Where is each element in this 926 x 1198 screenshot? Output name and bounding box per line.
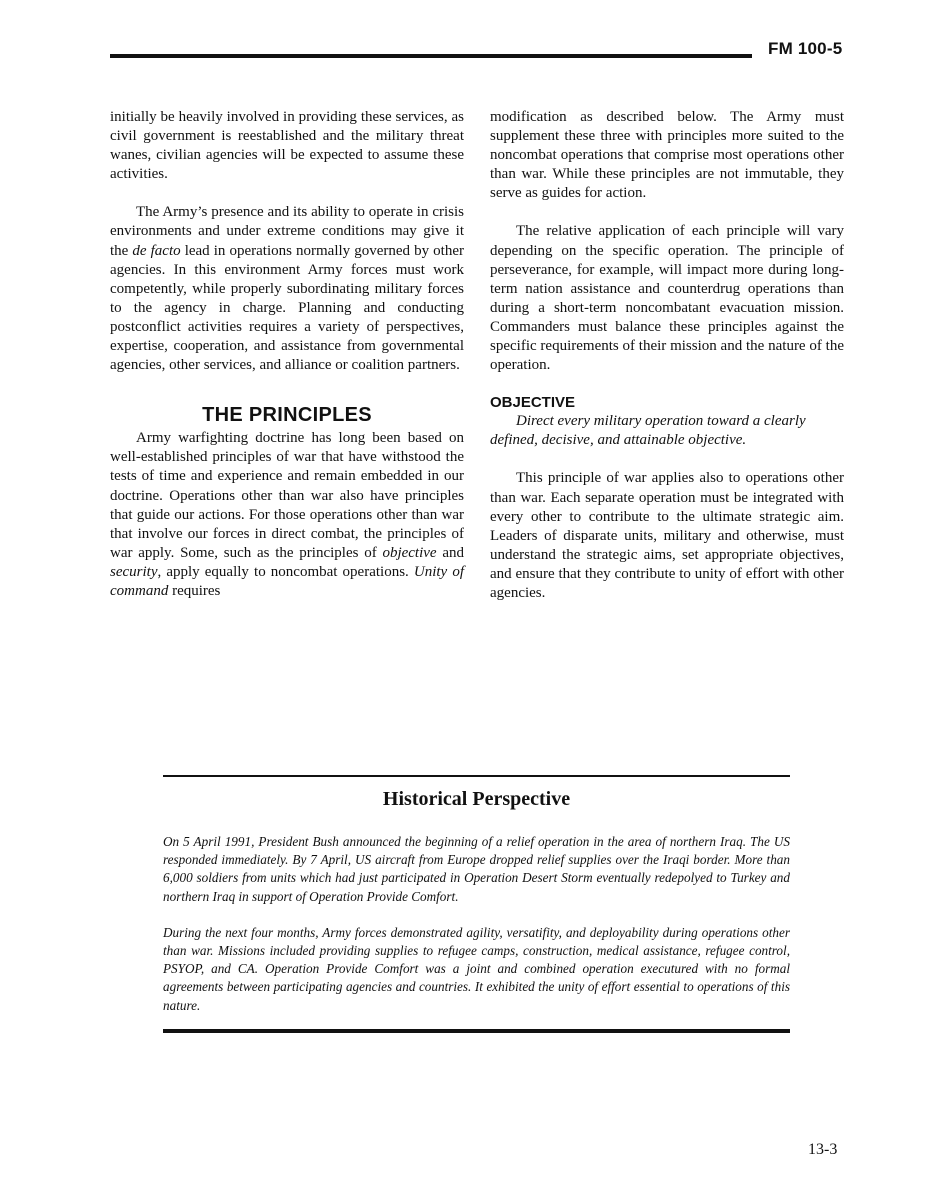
left-column <box>110 108 464 601</box>
paragraph: The relative application of each principle will vary depending on the specific operation. The principle of perseverance, for example, will impact more during long-term nation assistance and counterdrug operations than during a short-term noncombatant evacuation mission. Commanders must balance these principles against the specific requirements of their mission and the nature of the operation. <box>490 223 844 374</box>
paragraph: modification as described below. The Army must supplement these three with principles more suited to the noncombat operations that comprise most operations other than war. While these principles are not immutable, they serve as guides for action. <box>490 109 844 202</box>
sidebar-paragraph: On 5 April 1991, President Bush announced the beginning of a relief operation in the area of northern Iraq. The US responded immediately. By 7 April, US aircraft from Europe dropped relief supplies over the Iraqi border. More than 6,000 soldiers from units which had just participated in Operation Desert Storm eventually redepolyed to Turkey and northern Iraq in support of Operation Provide Comfort. <box>163 834 790 904</box>
sidebar-top-rule <box>163 775 790 777</box>
right-column <box>490 108 844 603</box>
sidebar-title: Historical Perspective <box>382 788 571 810</box>
principle-definition: Direct every military operation toward a clearly defined, decisive, and attainable objective. <box>490 413 806 449</box>
field-manual-id: FM 100-5 <box>768 39 843 58</box>
subheading-objective: OBJECTIVE <box>490 394 576 412</box>
historical-perspective-box <box>163 833 790 1015</box>
paragraph: Army warfighting doctrine has long been based on well-established principles of war that have withstood the tests of time and experience and remain embedded in our doctrine. Operations other than war also have principles that guide our actions. For those operations other than war that involve our forces in direct combat, the principles of war apply. Some, such as the principles of objective and security, apply equally to noncombat operations. Unity of command requires <box>110 430 464 599</box>
header-rule <box>110 54 752 58</box>
paragraph: initially be heavily involved in providing these services, as civil government is reestablished and the military threat wanes, civilian agencies will be expected to assume these activities. <box>110 109 464 183</box>
sidebar-bottom-rule <box>163 1029 790 1033</box>
page-number: 13-3 <box>808 1141 838 1158</box>
paragraph: The Army’s presence and its ability to operate in crisis environments and under extreme conditions may give it the de facto lead in operations normally governed by other agencies. In this environment Army forces must work competently, while properly subordinating military forces to the agency in charge. Planning and conducting postconflict activities requires a variety of perspectives, expertise, cooperation, and assistance from governmental agencies, other services, and alliance or coalition partners. <box>110 204 465 374</box>
section-heading: THE PRINCIPLES <box>202 404 372 427</box>
sidebar-paragraph: During the next four months, Army forces demonstrated agility, versatifity, and deployability during operations other than war. Missions included providing supplies to refugee camps, construction, medical assistance, refugee control, PSYOP, and CA. Operation Provide Comfort was a joint and combined operation executured with no formal agreements between participating agencies and countries. It exhibited the unity of effort essential to operations of this nature. <box>163 924 790 1013</box>
paragraph: This principle of war applies also to operations other than war. Each separate operation must be integrated with every other to contribute to the ultimate strategic aim. Leaders of disparate units, military and otherwise, must understand the strategic aims, set appropriate objectives, and ensure that they contribute to unity of effort with other agencies. <box>490 470 844 601</box>
